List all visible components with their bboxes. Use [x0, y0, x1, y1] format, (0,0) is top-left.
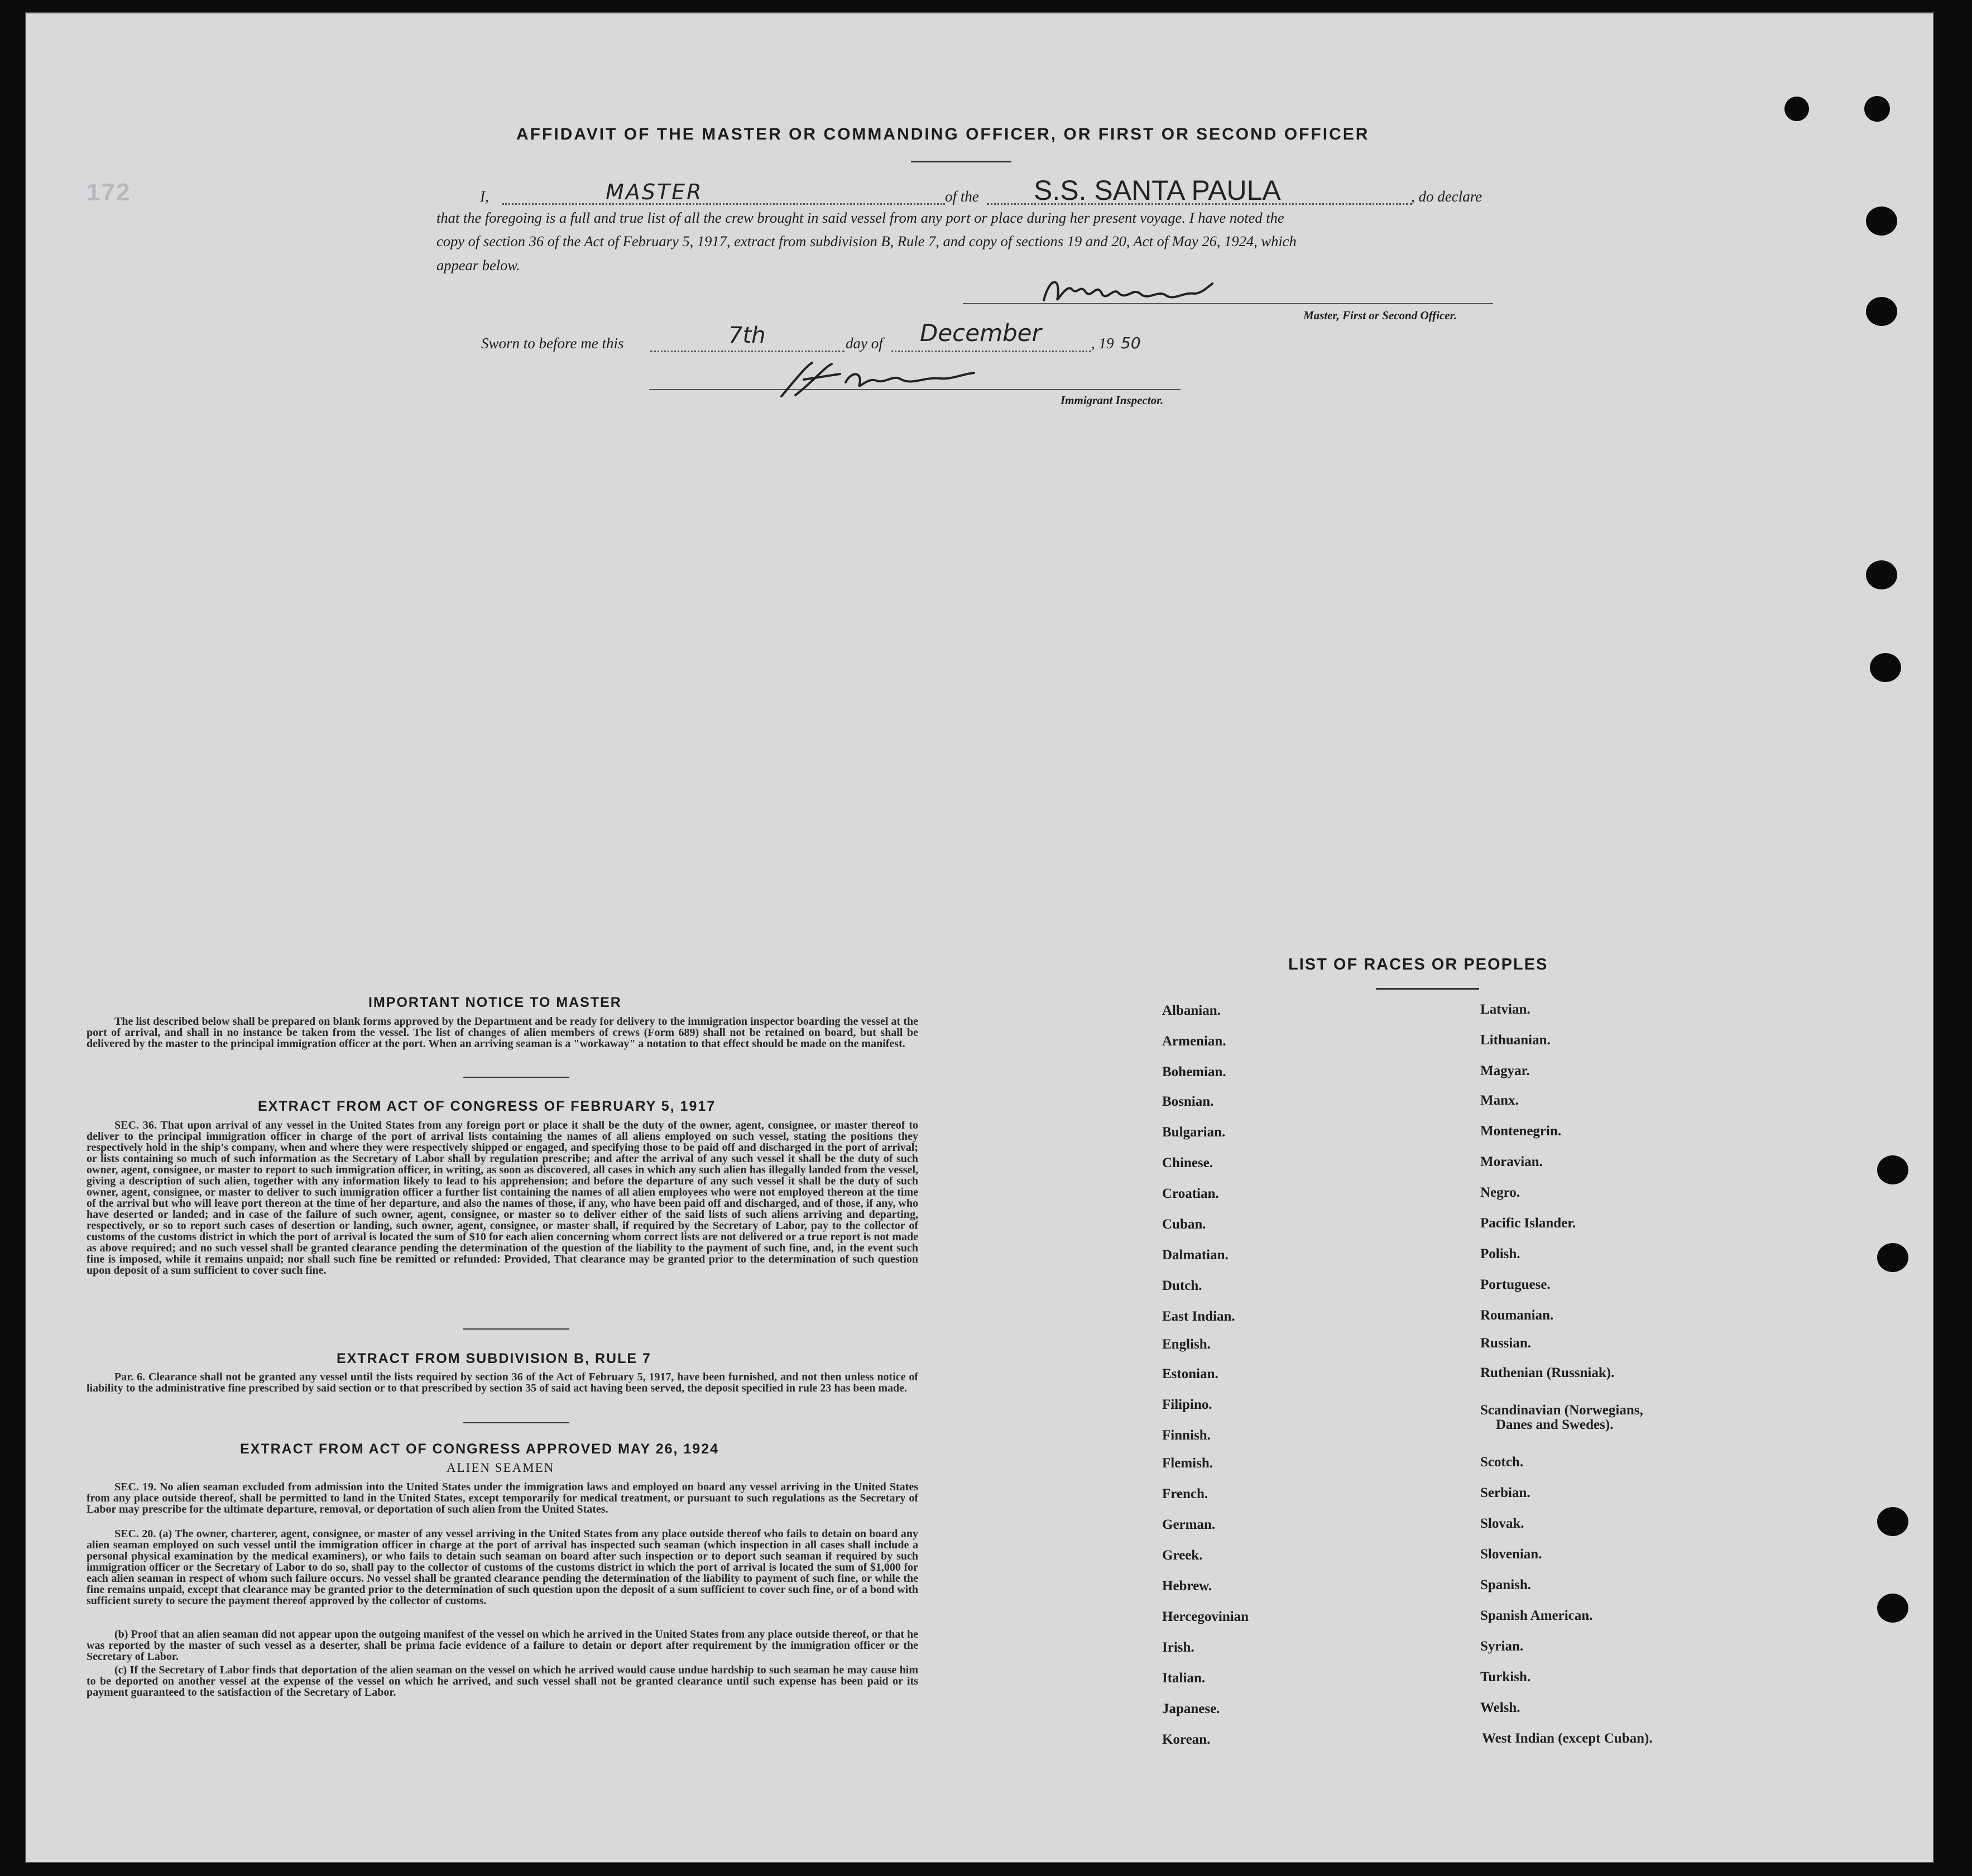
race-item: Croatian.: [1162, 1186, 1219, 1201]
affidavit-heading: AFFIDAVIT OF THE MASTER OR COMMANDING OFFICER, OR FIRST OR SECOND OFFICER: [516, 125, 1370, 143]
race-item: Estonian.: [1162, 1366, 1218, 1381]
notice-text: The list described below shall be prepared on blank forms approved by the Department and be ready for delivery to the immigration inspector boarding the vessel at the port of arrival, and shall in no instance be taken from the vessel. The list of changes of alien members of crews (Form 689) shall not be retained on board, but shall be delivered by the master to the principal immigration officer at the port. When an arriving seaman is a "workaway" a notation to that effect should be made on the manifest.: [87, 1015, 918, 1050]
race-item: Italian.: [1162, 1671, 1206, 1686]
of-the-label: of the: [945, 188, 979, 205]
day-of-label: day of: [846, 335, 883, 352]
race-item: Hebrew.: [1162, 1578, 1212, 1594]
punch-hole: [1864, 96, 1890, 122]
race-item: Greek.: [1162, 1548, 1203, 1563]
race-item: Armenian.: [1162, 1034, 1226, 1049]
race-item: Chinese.: [1162, 1155, 1213, 1170]
races-heading: LIST OF RACES OR PEOPLES: [1288, 956, 1548, 973]
race-item: Hercegovinian: [1162, 1609, 1249, 1624]
year-suffix: 50: [1121, 334, 1141, 352]
race-item: Serbian.: [1480, 1485, 1530, 1500]
race-item: German.: [1162, 1517, 1216, 1532]
heading-rule: [911, 161, 1011, 162]
race-item: Roumanian.: [1480, 1308, 1554, 1323]
race-item: Dalmatian.: [1162, 1248, 1229, 1263]
extract-1924-sec20b: (b) Proof that an alien seaman did not appear upon the outgoing manifest of the vessel on which he arrived in the United States from any place outside thereof, or that he was reported by the master of such vessel as a deserter, shall be prima facie evidence of a failure to detain or deport after requirement by the immigration officer or the Secretary of Labor.: [87, 1628, 918, 1663]
punch-hole: [1877, 1594, 1908, 1623]
race-item: Moravian.: [1480, 1154, 1543, 1169]
race-item: Latvian.: [1480, 1002, 1530, 1017]
race-item: Magyar.: [1480, 1063, 1530, 1078]
race-item: Scandinavian (Norwegians,: [1480, 1403, 1643, 1418]
extract-1917-heading: EXTRACT FROM ACT OF CONGRESS OF FEBRUARY 5, 1917: [258, 1098, 716, 1114]
extract-1924-sec20c: (c) If the Secretary of Labor finds that deportation of the alien seaman on the vessel on which he arrived would cause undue hardship to such seaman he may cause him to be deported on another vessel at the expense of the vessel on which he arrived, and such vessel shall not be granted clearance until such expense has been paid or its payment guaranteed to the satisfaction of the Secretary of Labor.: [87, 1664, 918, 1699]
affidavit-body-line2: copy of section 36 of the Act of February 5, 1917, extract from subdivision B, Rule 7, and copy of sections 19 and 20, Act of May 26, 1924, which: [436, 233, 1297, 250]
race-item: Cuban.: [1162, 1217, 1206, 1232]
race-item: Albanian.: [1162, 1003, 1221, 1018]
declarant-lead: I,: [480, 188, 489, 205]
race-item: Manx.: [1480, 1093, 1519, 1108]
sworn-label: Sworn to before me this: [481, 335, 624, 352]
race-item: Danes and Swedes).: [1496, 1417, 1614, 1432]
race-item: Korean.: [1162, 1732, 1211, 1747]
race-item: Slovenian.: [1480, 1547, 1542, 1562]
race-item: Japanese.: [1162, 1701, 1220, 1716]
punch-hole: [1866, 297, 1897, 326]
race-item: Finnish.: [1162, 1428, 1211, 1443]
punch-hole: [1866, 560, 1897, 589]
extract-1917-text: SEC. 36. That upon arrival of any vessel in the United States from any foreign port or place it shall be the duty of the owner, agent, consignee, or master thereof to deliver to the principal immigration officer in charge of the port of arrival lists containing the names of all aliens employed on such vessel, stating the positions they respectively hold in the ship's company, when and where they were respectively shipped or engaged, and specifying those to be paid off and discharged in the port of arrival; or lists containing so much of such information as the Secretary of Labor shall by regulation prescribe; and after the arrival of any such vessel it shall be the duty of such owner, agent, consignee, or master to report to such immigration officer, in writing, as soon as discovered, all cases in which any such alien has illegally landed from the vessel, giving a description of such alien, together with any information likely to lead to his apprehension; and before the departure of any such vessel it shall be the duty of such owner, agent, consignee, or master to deliver to such immigration officer a further list containing the names of all alien employees who were not employed thereon at the time of the arrival but who will leave port thereon at the time of her departure, and also the names of those, if any, who have been paid off and discharged, and of those, if any, who have deserted or landed; and in case of the failure of such owner, agent, consignee, or master so to deliver either of the said lists of such aliens arriving and departing, respectively, or so to report such cases of desertion or landing, such owner, agent, consignee, or master shall, if required by the Secretary of Labor, pay to the collector of customs of the customs district in which the port of arrival is located the sum of $10 for each alien concerning whom correct lists are not delivered or a true report is not made as above required; and no such vessel shall be granted clearance pending the determination of the question of the liability to the payment of such fine, and, in the event such fine is imposed, while it remains unpaid; nor shall such fine be remitted or refunded: Provided, That clearance may be granted prior to the determination of such question upon deposit of a sum sufficient to cover such fine.: [87, 1119, 918, 1277]
punch-hole: [1877, 1507, 1908, 1536]
race-item: Russian.: [1480, 1336, 1532, 1351]
race-item: Bohemian.: [1162, 1064, 1226, 1079]
punch-hole: [1877, 1243, 1908, 1272]
year-prefix: , 19: [1091, 335, 1114, 352]
race-item: Bulgarian.: [1162, 1125, 1226, 1140]
race-item: Lithuanian.: [1480, 1033, 1551, 1048]
race-item: Montenegrin.: [1480, 1124, 1562, 1139]
notice-rule: [463, 1077, 569, 1078]
extract-rule7-heading: EXTRACT FROM SUBDIVISION B, RULE 7: [337, 1351, 651, 1366]
race-item: English.: [1162, 1337, 1211, 1352]
rank-line: [502, 203, 945, 205]
vessel-name: S.S. SANTA PAULA: [1034, 175, 1281, 206]
race-item: East Indian.: [1162, 1309, 1235, 1324]
extract-1924-subheading: ALIEN SEAMEN: [447, 1461, 555, 1475]
extract-1917-rule: [463, 1328, 569, 1330]
punch-hole: [1784, 97, 1809, 121]
race-item: Filipino.: [1162, 1397, 1212, 1412]
race-item: Portuguese.: [1480, 1277, 1551, 1292]
race-item: Welsh.: [1480, 1700, 1520, 1715]
sworn-month-line: [891, 351, 1091, 352]
do-declare-label: , do declare: [1411, 188, 1482, 205]
punch-hole: [1866, 207, 1897, 236]
race-item: Spanish American.: [1480, 1608, 1593, 1623]
extract-rule7-text: Par. 6. Clearance shall not be granted any vessel until the lists required by section 36 of the Act of February 5, 1917, have been furnished, and not then unless notice of liability to the administrative fine prescribed by said section or to that prescribed by section 35 of said act having been served, the deposit specified in rule 23 has been made.: [87, 1371, 918, 1394]
race-item: Flemish.: [1162, 1456, 1213, 1471]
page-number: 172: [87, 179, 131, 206]
extract-1924-heading: EXTRACT FROM ACT OF CONGRESS APPROVED MAY 26, 1924: [240, 1441, 719, 1457]
inspector-signature: [773, 357, 980, 402]
officer-caption: Master, First or Second Officer.: [1303, 309, 1457, 322]
inspector-caption: Immigrant Inspector.: [1061, 394, 1164, 407]
race-item: Negro.: [1480, 1185, 1520, 1200]
race-item: Syrian.: [1480, 1639, 1524, 1654]
race-item: Scotch.: [1480, 1455, 1524, 1470]
race-item: Turkish.: [1480, 1669, 1531, 1685]
affidavit-body-line1: that the foregoing is a full and true list of all the crew brought in said vessel from any port or place during her present voyage. I have noted the: [436, 209, 1284, 226]
race-item: West Indian (except Cuban).: [1482, 1731, 1653, 1746]
race-item: French.: [1162, 1486, 1208, 1501]
race-item: Irish.: [1162, 1640, 1194, 1655]
extract-1924-sec19: SEC. 19. No alien seaman excluded from admission into the United States under the immigration laws and employed on board any vessel arriving in the United States from any place outside thereof, shall be permitted to land in the United States, except temporarily for medical treatment, or pursuant to such regulations as the Secretary of Labor may prescribe for the ultimate departure, removal, or deportation of such alien from the United States.: [87, 1481, 918, 1515]
sworn-day: 7th: [728, 323, 766, 348]
race-item: Dutch.: [1162, 1278, 1202, 1293]
sworn-day-line: [650, 351, 845, 352]
affidavit-body-line3: appear below.: [436, 257, 520, 274]
races-rule: [1376, 988, 1479, 990]
officer-signature: [1038, 272, 1217, 311]
race-item: Ruthenian (Russniak).: [1480, 1365, 1615, 1380]
extract-rule7-rule: [463, 1422, 569, 1423]
extract-1924-sec20a: SEC. 20. (a) The owner, charterer, agent, consignee, or master of any vessel arriving in the United States from any place outside thereof who fails to detain on board any alien seaman employed on such vessel until the immigration officer in charge at the port of arrival has inspected such seaman (which inspection in all cases shall include a personal physical examination by the medical examiners), or who fails to detain such seaman on board after such inspection or to deport such seaman if required by such immigration officer or the Secretary of Labor to do so, shall pay to the collector of customs of the customs district in which the port of arrival is located the sum of $1,000 for each alien seaman in respect of whom such failure occurs. No vessel shall be granted clearance pending the determination of the liability to payment of such fine, or while the fine remains unpaid, except that clearance may be granted prior to the determination of such question upon the deposit of a sum sufficient to cover such fine, or of a bond with sufficient surety to secure the payment thereof approved by the collector of customs.: [87, 1528, 918, 1607]
punch-hole: [1870, 653, 1901, 682]
punch-hole: [1877, 1155, 1908, 1184]
race-item: Pacific Islander.: [1480, 1216, 1576, 1231]
notice-heading: IMPORTANT NOTICE TO MASTER: [368, 995, 622, 1010]
race-item: Slovak.: [1480, 1516, 1524, 1531]
race-item: Bosnian.: [1162, 1094, 1214, 1109]
race-item: Polish.: [1480, 1246, 1520, 1261]
race-item: Spanish.: [1480, 1577, 1532, 1592]
sworn-month: December: [920, 319, 1042, 347]
rank-handwritten: MASTER: [606, 180, 703, 204]
